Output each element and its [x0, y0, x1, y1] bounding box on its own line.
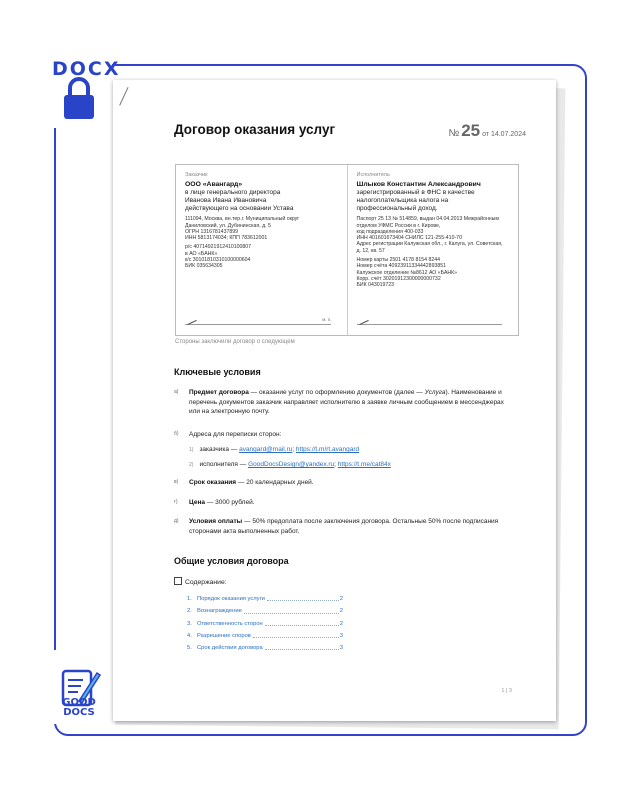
- parties-table: [175, 164, 519, 336]
- parties-note: Стороны заключили договор о следующем: [175, 339, 295, 345]
- table-of-contents: [187, 593, 343, 654]
- pen-mark-icon: [119, 87, 136, 109]
- page-indicator: 1 | 3: [501, 688, 512, 694]
- toc-item[interactable]: 4. Разрешение споров 3: [187, 630, 343, 642]
- good-docs-logo-text: GOOD DOCS: [62, 697, 96, 718]
- clause-term: в) Срок оказания — 20 календарных дней.: [174, 479, 314, 486]
- toc-item[interactable]: 1. Порядок оказания услуги 2: [187, 593, 343, 605]
- customer-contacts: 1) заказчика — avangard@mail.ru; https://t.m/rt.avangard: [189, 446, 360, 453]
- clause-addresses: б) Адреса для переписки сторон:: [174, 431, 282, 438]
- customer-signature-line: м. п.: [185, 314, 331, 325]
- contractor-block: Исполнитель Шлыков Константин Александрович зарегистрированный в ФНС в качестве налогоплательщика налога на профессиональный доход. Паспорт 25 13 № 514859, выдан 04.04.2013 Межрайонным отделом УФМС России в г. Кирове, код подразделения 400-033 ИНН 401601673404 СНИЛС 121-255-410-70 Адрес регистрации Калужская обл., г. Калуга, ул. Советская, д. 12, кв. 57 Номер карты 2501 4178 8154 8244 Номер счёта 40923911334442893851 Калужское отделение №8612 АО «БАНК» Корр. счёт 30201912300000000732 БИК 043019723: [347, 165, 519, 335]
- lock-icon: [63, 76, 95, 120]
- clause-subject: а) Предмет договора — оказание услуг по оформлению документов (далее — Услуга). Наименование и перечень документов заказчик направляет исполнителю в заявке личным сообщением в мессенджерах или на электронную почту.: [174, 389, 504, 415]
- customer-telegram-link[interactable]: https://t.m/rt.avangard: [295, 446, 360, 453]
- toc-heading: Содержание:: [174, 577, 227, 586]
- contractor-contacts: 2) исполнителя — GoodDocsDesign@yandex.ru; https://t.me/cat84x: [189, 461, 391, 468]
- customer-email-link[interactable]: avangard@mail.ru: [239, 446, 293, 453]
- contractor-signature-line: [357, 314, 503, 325]
- customer-block: Заказчик ООО «Авангард» в лице генерального директора Иванова Ивана Ивановича действующего на основании Устава 111094, Москва, вн.тер.г. Муниципальный округ Даниловский, ул. Дубининская, д. 5 ОГРН 1316781437899 ИНН 5813174034; КПП 783612001 р/с 40714921912410100807 в АО «БАНК» к/с 30101810310100000604 БИК 035634305 м. п.: [176, 165, 347, 335]
- external-link-icon: [174, 577, 182, 585]
- toc-item[interactable]: 3. Ответственность сторон 2: [187, 618, 343, 630]
- toc-item[interactable]: 2. Вознаграждение 2: [187, 605, 343, 617]
- document-page: [113, 80, 556, 721]
- key-terms-heading: Ключевые условия: [174, 367, 261, 377]
- clause-payment: д) Условия оплаты — 50% предоплата после заключения договора. Остальные 50% после подписания сторонами акта выполненных работ.: [174, 518, 499, 535]
- contractor-telegram-link[interactable]: https://t.me/cat84x: [337, 461, 391, 468]
- contractor-email-link[interactable]: GoodDocsDesign@yandex.ru: [248, 461, 335, 468]
- document-title: Договор оказания услуг: [174, 122, 336, 137]
- document-number: № 25 от 14.07.2024: [448, 121, 526, 140]
- toc-item[interactable]: 5. Срок действия договора 3: [187, 642, 343, 654]
- format-label: DOCX: [52, 58, 121, 80]
- general-terms-heading: Общие условия договора: [174, 556, 289, 566]
- clause-price: г) Цена — 3000 рублей.: [174, 499, 255, 506]
